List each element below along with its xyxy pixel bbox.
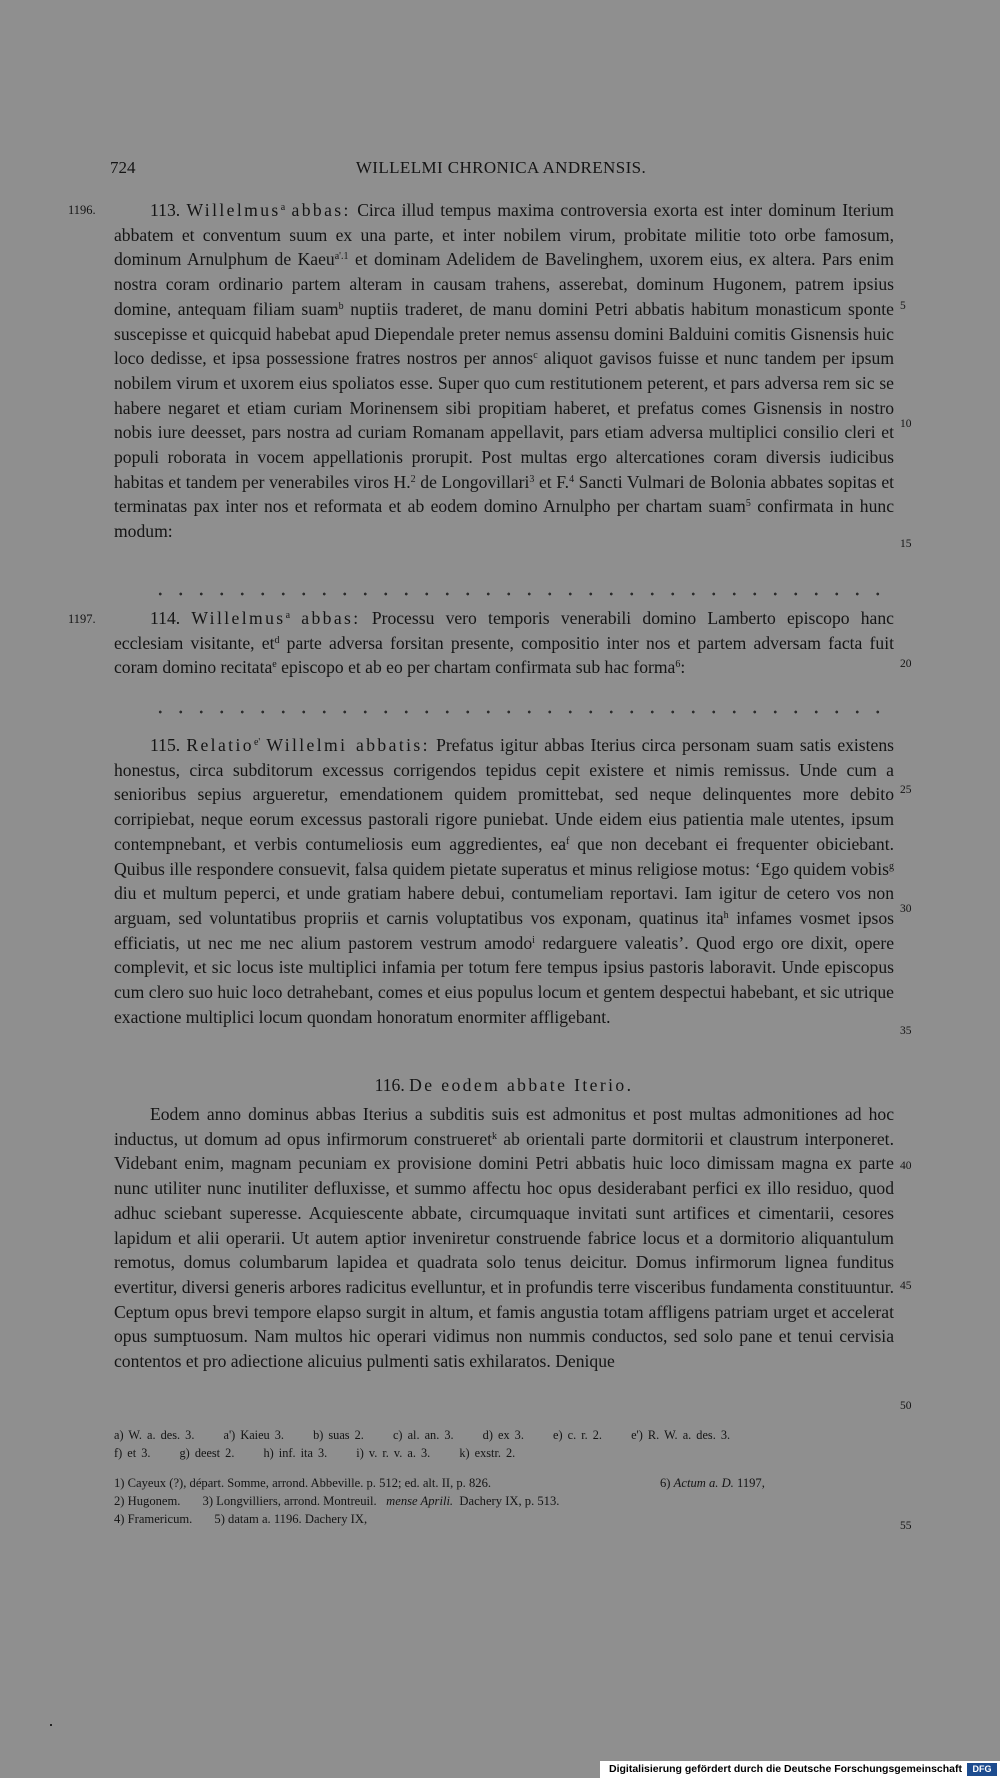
scan-speck [50, 1724, 52, 1726]
line-number: 35 [900, 1025, 912, 1037]
apparatus-entry: b) suas 2. [313, 1428, 364, 1442]
paragraph-text: diu et multum peperci, et unde gratiam habere debui, contumeliam reportavi. Iam igitur de cetero vos non arguam, sed voluntatibus propriis et carnis voluptatibus vos exponam, quatinus ita [114, 883, 894, 928]
line-number: 55 [900, 1520, 912, 1532]
page-number: 724 [110, 158, 136, 177]
apparatus-entry: e) c. r. 2. [552, 1428, 603, 1442]
footnote-marker: 6 [675, 659, 681, 671]
footnote-marker: f [566, 835, 570, 847]
lemma: Willelmi abbatis: [266, 735, 430, 755]
footnote-marker: e' [253, 737, 261, 748]
footnote-italic: Actum a. D. [673, 1476, 734, 1490]
lemma: Relatio [186, 735, 254, 755]
paragraph-text: et F. [539, 471, 570, 492]
paragraph-text: infames vosmet ipsos efficiatis, ut nec me nec alium pastorem vestrum amodo [114, 907, 894, 953]
page-header [110, 158, 892, 184]
paragraph-text: Eodem anno dominus abbas Iterius a subditis suis est admonitus et post multas admonitiones ad hoc inductus, ut domum ad opus infirmorum construeret [114, 1104, 894, 1149]
paragraph-text: et dominam Adelidem de Bavelinghem, uxorem eius, ex altera. Pars enim nostra coram ordinario partem alteram in causam trahens, asserebat, dominum Hugonem, patrem ipsius domine, antequam filiam suam [114, 249, 894, 319]
lemma: abbas: [291, 200, 351, 220]
footnote-marker: h [723, 909, 729, 921]
footnote-italic: mense Aprili. [386, 1494, 454, 1508]
footnote-6 [660, 1474, 765, 1492]
digitization-credit [600, 1761, 1000, 1778]
footnote-marker: b [338, 300, 344, 312]
section-number: 116. [374, 1075, 405, 1095]
paragraph-text: aliquot gavisos fuisse et nunc tandem per ipsum nobilem virum et uxorem eius spoliatos esse. Super quo cum restitutionem peterent, et pars adversa rem sic se habere negaret et etiam curiam Morinensem sibi propitiam haberet, et prefatus comes Gisnensis in nostro nobis iure deesset, pars nostra ad curiam Romanam appellavit, pars etiam adversa multiplici consilio cleri et populi roborata in vocem appellationis prorupit. Post multas ergo altercationes coram diversis iudicibus habitas et tandem per venerabiles viros H. [114, 348, 895, 492]
section-115 [114, 733, 894, 1029]
apparatus-entry: i) v. r. v. a. 3. [356, 1446, 431, 1460]
apparatus-entry: h) inf. ita 3. [263, 1446, 328, 1460]
paragraph-text: ab orientali parte dormitorii et claustrum interponeret. Videbant enim, magnam pecuniam ex provisione domini Petri abbatis huic loco dimissam magna ex parte nunc utiliter nunc inutiliter defluxisse, et summo affectu hoc opus desiderabant perfici ex illo residuo, quod adhuc sciebant superesse. Acquiescente abbate, circumquaque invitati sunt artifices et cimentarii, cesores lapidum et alii operarii. Ut autem aptior inveniretur construende fabrice locus et a dormitorio aliquantulum remotus, domus columbarum lapidea et quadrata solo tenus deicitur. Domus infirmorum lignea funditus evertitur, diversi generis arbores radicitus evelluntur, et in profundis terre visceribus fundamenta constituuntur. Ceptum opus brevi tempore elapso surgit in altum, et famis angustia totam affligens patriam urget et accelerat opus sumptuosum. Nam multos hic operari vidimus non nummis conductos, sed solo pane et tenui cervisia contentos et pro adiectione alicuius pulmenti satis exhilaratos. Denique [114, 1128, 894, 1372]
paragraph-text: redarguere valeatis’. Quod ergo ore dixit, opere complevit, et sic locus iste multiplici infamia per totum fere tempus ipsius pastoris laboravit. Unde episcopus cum clero suo huic loco detrahebant, comes et eius populus locum et gentem despectui habebant, et sic utrique exactione multiplici locum quondam honoratum enormiter affligebant. [114, 932, 895, 1027]
footnote-marker: g [889, 860, 894, 872]
section-116 [114, 1102, 894, 1374]
footnote-marker: 4 [569, 473, 575, 485]
section-number: 115. [150, 735, 181, 755]
omission-dots [150, 708, 890, 716]
footnote-marker: e [272, 659, 277, 671]
footnote-marker: d [274, 634, 280, 646]
apparatus-entry: d) ex 3. [482, 1428, 524, 1442]
footnote-year: 1197, [736, 1476, 765, 1490]
apparatus-entry: a) W. a. des. 3. [114, 1428, 195, 1442]
line-number: 10 [900, 418, 912, 430]
paragraph-text: Prefatus igitur abbas Iterius circa personam suam satis existens honestus, circa subditorum excessus corrigendos tepidus cepit existere et nimis remissus. Unde cum a senioribus sepius argueretur, emendationem quidem promittebat, sed neque delinquentes more debito corripiebat, neque eorum excessus pastorali rigore puniebat. Unde eidem eius patientia male utentes, ipsum contempnebant, et verbis contumeliosis eum aggredientes, ea [114, 735, 894, 854]
line-number: 25 [900, 784, 912, 796]
paragraph-text: episcopo et ab eo per chartam confirmata sub hac forma [281, 657, 676, 678]
credit-text: Digitalisierung gefördert durch die Deutsche Forschungsgemeinschaft [609, 1763, 962, 1775]
lemma: abbas: [301, 608, 361, 628]
paragraph-text: Sancti Vulmari de Bolonia abbates sopitas et terminatas pax inter nos et reformata et ab eodem domino Arnulpho per chartam suam [114, 471, 895, 517]
omission-dots [150, 590, 890, 598]
footnote-marker: c [533, 350, 538, 362]
line-number: 50 [900, 1400, 912, 1412]
line-number: 5 [900, 300, 906, 312]
apparatus-entry: g) deest 2. [179, 1446, 235, 1460]
section-113 [114, 198, 894, 544]
margin-year: 1197. [68, 612, 96, 626]
section-heading [114, 1075, 894, 1096]
margin-year: 1196. [68, 203, 96, 217]
footnote: 4) Framericum. [114, 1512, 193, 1526]
paragraph-text: parte adversa forsitan presente, compositio inter nos et partem adversam facta fuit coram domino recitata [114, 632, 894, 678]
footnote-marker: i [532, 934, 535, 946]
footnote-number: 6) [660, 1476, 671, 1490]
footnotes [114, 1474, 559, 1528]
footnote-marker: a [285, 610, 291, 621]
footnote-marker: k [492, 1130, 498, 1142]
footnote-marker: 3 [529, 473, 535, 485]
footnote: 1) Cayeux (?), départ. Somme, arrond. Abbeville. p. 512; ed. alt. II, p. 826. [114, 1476, 492, 1490]
apparatus-entry: e') R. W. a. des. 3. [631, 1428, 731, 1442]
critical-apparatus-row [114, 1446, 904, 1461]
footnote: 2) Hugonem. [114, 1494, 181, 1508]
paragraph-text: Circa illud tempus maxima controversia exorta est inter dominum Iterium abbatem et conventum suum ex una parte, et inter nobilem virum, probitate militie toto orbe famosum, dominum Arnulphum de Kaeu [114, 200, 894, 270]
footnote-marker: a'.1 [334, 251, 349, 263]
lemma: Willelmus [191, 608, 286, 628]
running-title: WILLELMI CHRONICA ANDRENSIS. [355, 158, 647, 177]
section-114 [114, 606, 894, 680]
line-number: 40 [900, 1160, 912, 1172]
paragraph-text: confirmata in hunc modum: [114, 496, 895, 542]
footnote-marker: a [280, 202, 286, 213]
critical-apparatus-row [114, 1428, 904, 1443]
apparatus-entry: f) et 3. [114, 1446, 151, 1460]
apparatus-entry: k) exstr. 2. [459, 1446, 516, 1460]
apparatus-entry: a') Kaieu 3. [223, 1428, 284, 1442]
paragraph-text: de Longovillari [420, 471, 530, 492]
paragraph-text: nuptiis traderet, de manu domini Petri abbatis habitum monasticum sponte suscepisse et quicquid habebat apud Diependale preter nemus assensu domini Balduini comitis Gisnensis huic loco dedisse, et ipsa possessione fratres nostros per annos [114, 298, 894, 369]
footnote: Dachery IX, p. 513. [459, 1494, 560, 1508]
footnote: 5) datam a. 1196. Dachery IX, [214, 1512, 368, 1526]
paragraph-text: que non decebant ei frequenter obiciebant. Quibus ille respondere consuevit, falsa quidem pietate superatus et minus religiose motus: ‘Ego quidem vobis [114, 833, 894, 879]
section-number: 114. [150, 608, 181, 628]
footnote: 3) Longvilliers, arrond. Montreuil. [202, 1494, 377, 1508]
line-number: 20 [900, 658, 912, 670]
lemma: Willelmus [186, 200, 281, 220]
line-number: 15 [900, 538, 912, 550]
footnote-marker: 5 [745, 498, 751, 510]
line-number: 30 [900, 903, 912, 915]
section-number: 113. [150, 200, 181, 220]
section-title: De eodem abbate Iterio. [409, 1075, 634, 1095]
footnote-marker: 2 [410, 473, 416, 485]
paragraph-text: Processu vero temporis venerabili domino Lamberto episcopo hanc ecclesiam visitante, et [114, 608, 894, 653]
line-number: 45 [900, 1280, 912, 1292]
dfg-logo: DFG [967, 1763, 997, 1776]
paragraph-text: : [680, 657, 686, 678]
apparatus-entry: c) al. an. 3. [392, 1428, 454, 1442]
